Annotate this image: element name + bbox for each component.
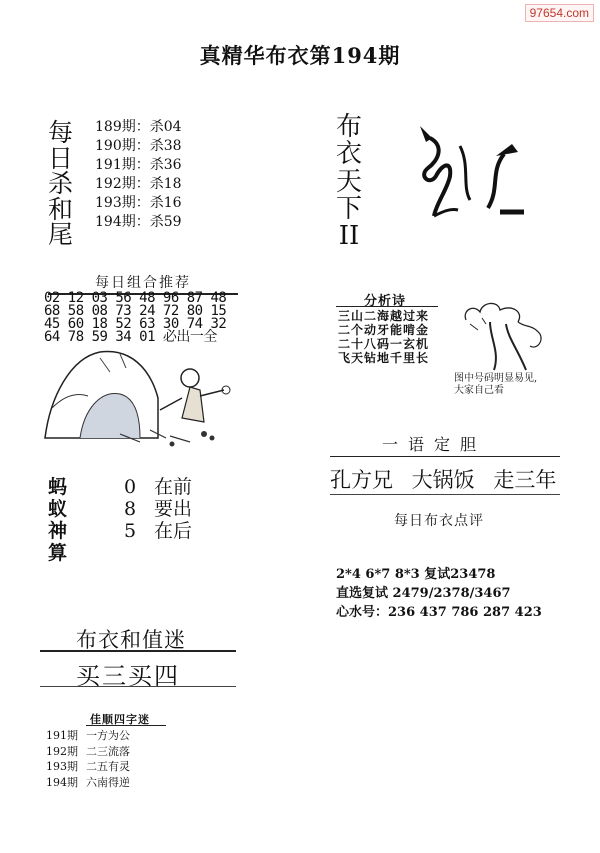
prediction-number: 5 — [124, 520, 137, 542]
vertical-char: 天 — [336, 166, 363, 197]
poem-line: 飞天钻地千里长 — [338, 351, 430, 365]
riddle-period: 194期 — [46, 775, 78, 789]
poem-line: 二十八码一玄机 — [338, 337, 430, 351]
riddle-period: 193期 — [46, 760, 78, 773]
jiashun-riddle-list — [46, 728, 130, 790]
vertical-char: 蚂 — [48, 476, 68, 498]
riddle-period: 192期 — [46, 744, 78, 758]
combo-title: 每日组合推荐 — [48, 272, 238, 295]
combo-row: 45 60 18 52 63 30 74 32 — [44, 316, 227, 332]
vertical-char: 蚁 — [48, 498, 68, 520]
kong-fangxiong-line: 孔方兄 大锅饭 走三年 — [330, 468, 557, 492]
poem-line: 三山二海越过来 — [338, 309, 430, 323]
buyi-answer-rule — [40, 686, 236, 687]
review-lines — [336, 565, 542, 622]
vertical-char: 神 — [48, 520, 68, 542]
buyi-riddle-rule — [40, 650, 236, 652]
combo-row: 64 78 59 34 01 必出一全 — [44, 329, 217, 345]
bird-ink-illustration — [400, 116, 550, 226]
hint-line: 图中号码明显易见, — [454, 373, 538, 384]
cave-scene-illustration — [40, 338, 240, 448]
buyi-riddle-answer: 买三买四 — [76, 662, 180, 690]
jiashun-title: 佳顺四字迷 — [90, 713, 150, 726]
review-line: 心水号：236 437 786 287 423 — [336, 605, 542, 620]
vertical-char: 算 — [48, 542, 68, 564]
prediction-text: 在前 — [154, 476, 193, 498]
prediction-line — [124, 476, 192, 498]
riddle-text: 六南得逆 — [86, 775, 130, 789]
vertical-char: 杀 — [48, 169, 74, 198]
combo-row: 68 58 08 73 24 72 80 15 — [44, 303, 227, 319]
review-line: 2*4 6*7 8*3 复试23478 — [336, 567, 496, 582]
kill-item: 189期：杀04 — [95, 119, 182, 135]
riddle-text: 二三流落 — [86, 744, 130, 758]
vertical-char: 下 — [336, 193, 363, 224]
kong-rule — [330, 494, 560, 495]
kill-item: 191期：杀36 — [95, 157, 182, 173]
vertical-char: II — [338, 221, 360, 252]
review-line: 直选复试 2479/2378/3467 — [336, 586, 511, 601]
prediction-number: 0 — [124, 476, 137, 498]
vertical-char: 布 — [336, 112, 363, 142]
buyi-riddle-title: 布衣和值迷 — [76, 628, 186, 652]
kill-item: 194期：杀59 — [95, 214, 182, 230]
riddle-item — [46, 728, 130, 744]
prediction-text: 要出 — [154, 498, 193, 520]
daily-review-title: 每日布衣点评 — [394, 513, 484, 529]
jiashun-title-rule — [86, 725, 166, 726]
riddle-period: 191期 — [46, 729, 78, 742]
yiyu-heading: 一语定胆 — [382, 435, 487, 454]
daily-kill-vertical-label — [48, 120, 73, 248]
hint-line: 大家自己看 — [454, 385, 504, 396]
mayi-shensuan-lines — [124, 476, 192, 542]
kill-item: 192期：杀18 — [95, 176, 182, 192]
analysis-poem — [338, 309, 429, 365]
analysis-title: 分析诗 — [364, 294, 407, 309]
page-title: 真精华布衣第194期 — [199, 43, 401, 68]
daily-kill-list — [95, 118, 182, 232]
prediction-number: 8 — [124, 498, 137, 520]
vertical-char: 衣 — [336, 139, 363, 170]
site-watermark[interactable]: 97654.com — [525, 4, 594, 22]
image-hint — [454, 373, 537, 397]
riddle-text: 一方为公 — [86, 729, 130, 742]
mayi-shensuan-vertical — [48, 476, 67, 564]
buyi-tianxia-vertical — [336, 114, 362, 250]
kill-item: 193期：杀16 — [95, 195, 182, 211]
kill-item: 190期：杀38 — [95, 138, 182, 154]
vertical-char: 每 — [48, 118, 74, 147]
poem-line: 二个动牙能啃金 — [338, 323, 430, 337]
tree-sketch-illustration — [460, 294, 550, 374]
combo-numbers — [44, 292, 234, 344]
riddle-item — [46, 759, 130, 775]
combo-row: 02 12 03 56 48 96 87 48 — [44, 290, 227, 306]
prediction-line — [124, 498, 192, 520]
vertical-char: 和 — [48, 194, 74, 224]
riddle-item — [46, 775, 130, 791]
vertical-char: 尾 — [48, 220, 74, 249]
prediction-line — [124, 520, 192, 542]
yiyu-rule — [330, 456, 560, 457]
prediction-text: 在后 — [154, 520, 193, 542]
riddle-item — [46, 744, 130, 760]
vertical-char: 日 — [48, 143, 74, 173]
analysis-title-rule — [336, 306, 438, 307]
riddle-text: 二五有灵 — [86, 760, 130, 773]
